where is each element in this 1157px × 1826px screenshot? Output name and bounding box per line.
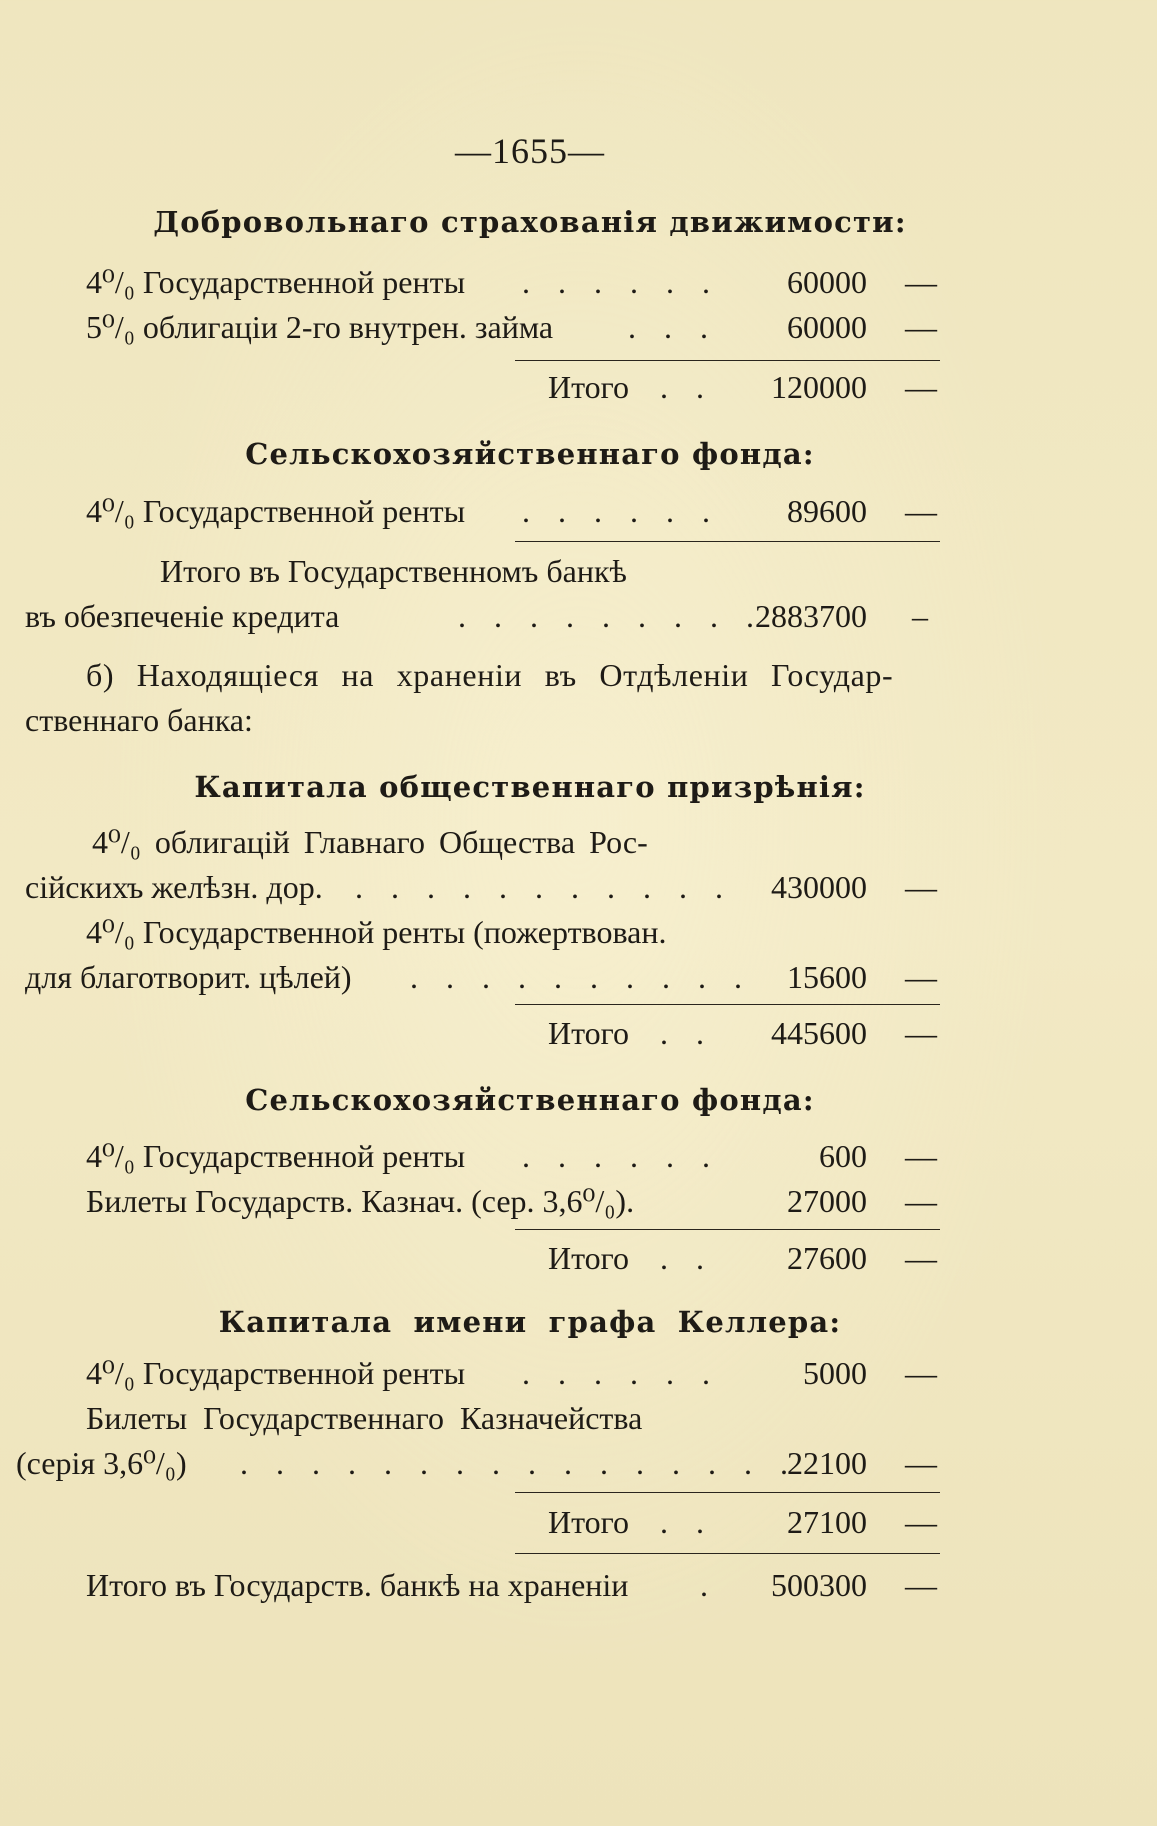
row-dash: —: [905, 493, 937, 529]
leader-dots: .: [700, 1567, 718, 1603]
total-row: [0, 596, 1157, 636]
sum-rule: [515, 360, 940, 361]
row-label: сійскихъ желѣзн. дор.: [25, 869, 323, 905]
leader-dots: . . . . . .: [522, 1138, 720, 1174]
paragraph-line-1: б) Находящіеся на храненіи въ Отдѣленіи Государ-: [86, 657, 894, 693]
row-label: (серія 3,6⁰/₀): [16, 1445, 187, 1481]
row-dash: —: [905, 1504, 937, 1540]
leader-dots: . . . . . . . . . . . . . . . .: [240, 1445, 798, 1481]
row-amount: 60000: [787, 309, 867, 345]
total-amount: 2883700: [755, 598, 867, 634]
total-amount: 27600: [787, 1240, 867, 1276]
ledger-row: [0, 1443, 1157, 1483]
row-dash: —: [905, 264, 937, 300]
total-label: Итого: [548, 1015, 629, 1051]
grand-total-row: [0, 1565, 1157, 1605]
row-label-line-1: 4⁰/₀ облигацій Главнаго Общества Рос-: [92, 824, 648, 860]
row-amount: 430000: [771, 869, 867, 905]
leader-dots: . . . . . .: [522, 1355, 720, 1391]
row-dash: —: [905, 959, 937, 995]
row-amount: 22100: [787, 1445, 867, 1481]
row-dash: —: [905, 1355, 937, 1391]
ledger-row: [0, 307, 1157, 347]
total-row: [0, 1238, 1157, 1278]
sum-rule: [515, 1229, 940, 1230]
row-dash: —: [905, 1445, 937, 1481]
total-row: [0, 1013, 1157, 1053]
total-label: Итого: [548, 1504, 629, 1540]
row-label: въ обезпеченіе кредита: [25, 598, 340, 634]
ledger-row: [0, 262, 1157, 302]
section-heading-public-charity: Капитала общественнаго призрѣнія:: [194, 770, 866, 804]
ledger-row: [0, 1181, 1157, 1221]
total-amount: 120000: [771, 369, 867, 405]
leader-dots: . .: [660, 1240, 714, 1276]
row-label: 4⁰/₀ Государственной ренты: [86, 1138, 466, 1174]
leader-dots: . . . . . .: [522, 493, 720, 529]
row-label: 4⁰/₀ Государственной ренты: [86, 264, 466, 300]
section-heading-agricultural-fund: Сельскохозяйственнаго фонда:: [245, 437, 815, 471]
row-dash: –: [912, 598, 928, 634]
row-label: Билеты Государств. Казнач. (сер. 3,6⁰/₀).: [86, 1183, 635, 1219]
row-dash: —: [905, 369, 937, 405]
row-amount: 5000: [803, 1355, 867, 1391]
sum-rule: [515, 1492, 940, 1493]
row-dash: —: [905, 1240, 937, 1276]
leader-dots: . . . . . .: [522, 264, 720, 300]
sum-rule: [515, 1553, 940, 1554]
leader-dots: . . . . . . . . . . .: [355, 869, 733, 905]
row-label: для благотворит. цѣлей): [25, 959, 352, 995]
section-heading-voluntary-insurance: Добровольнаго страхованія движимости:: [153, 205, 907, 239]
ledger-row: [0, 867, 1157, 907]
leader-dots: . . . . . . . . .: [458, 598, 764, 634]
row-label-line-1: Билеты Государственнаго Казначейства: [86, 1400, 643, 1436]
section-heading-agricultural-fund: Сельскохозяйственнаго фонда:: [245, 1083, 815, 1117]
total-line-1: Итого въ Государственномъ банкѣ: [160, 553, 627, 589]
leader-dots: . .: [660, 369, 714, 405]
grand-total-label: Итого въ Государств. банкѣ на храненіи: [86, 1567, 629, 1603]
row-dash: —: [905, 1183, 937, 1219]
paragraph-line-2: ственнаго банка:: [25, 702, 253, 738]
total-row: [0, 367, 1157, 407]
total-amount: 445600: [771, 1015, 867, 1051]
total-amount: 27100: [787, 1504, 867, 1540]
row-amount: 27000: [787, 1183, 867, 1219]
ledger-row: [0, 957, 1157, 997]
row-dash: —: [905, 309, 937, 345]
row-dash: —: [905, 1015, 937, 1051]
row-label-line-1: 4⁰/₀ Государственной ренты (пожертвован.: [86, 914, 667, 950]
sum-rule: [515, 541, 940, 542]
row-dash: —: [905, 1567, 937, 1603]
sum-rule: [515, 1004, 940, 1005]
row-label: 4⁰/₀ Государственной ренты: [86, 493, 466, 529]
row-label: 4⁰/₀ Государственной ренты: [86, 1355, 466, 1391]
leader-dots: . . .: [628, 309, 718, 345]
total-label: Итого: [548, 1240, 629, 1276]
grand-total-amount: 500300: [771, 1567, 867, 1603]
page-number: —1655—: [455, 131, 605, 171]
ledger-row: [0, 1136, 1157, 1176]
row-amount: 15600: [787, 959, 867, 995]
total-label: Итого: [548, 369, 629, 405]
leader-dots: . . . . . . . . . .: [410, 959, 752, 995]
total-row: [0, 1502, 1157, 1542]
ledger-row: [0, 491, 1157, 531]
row-dash: —: [905, 1138, 937, 1174]
leader-dots: . .: [660, 1015, 714, 1051]
section-heading-keller-capital: Капитала имени графа Келлера:: [218, 1305, 842, 1339]
row-amount: 600: [819, 1138, 867, 1174]
row-amount: 60000: [787, 264, 867, 300]
leader-dots: . .: [660, 1504, 714, 1540]
row-label: 5⁰/₀ облигаціи 2-го внутрен. займа: [86, 309, 554, 345]
row-dash: —: [905, 869, 937, 905]
ledger-row: [0, 1353, 1157, 1393]
row-amount: 89600: [787, 493, 867, 529]
